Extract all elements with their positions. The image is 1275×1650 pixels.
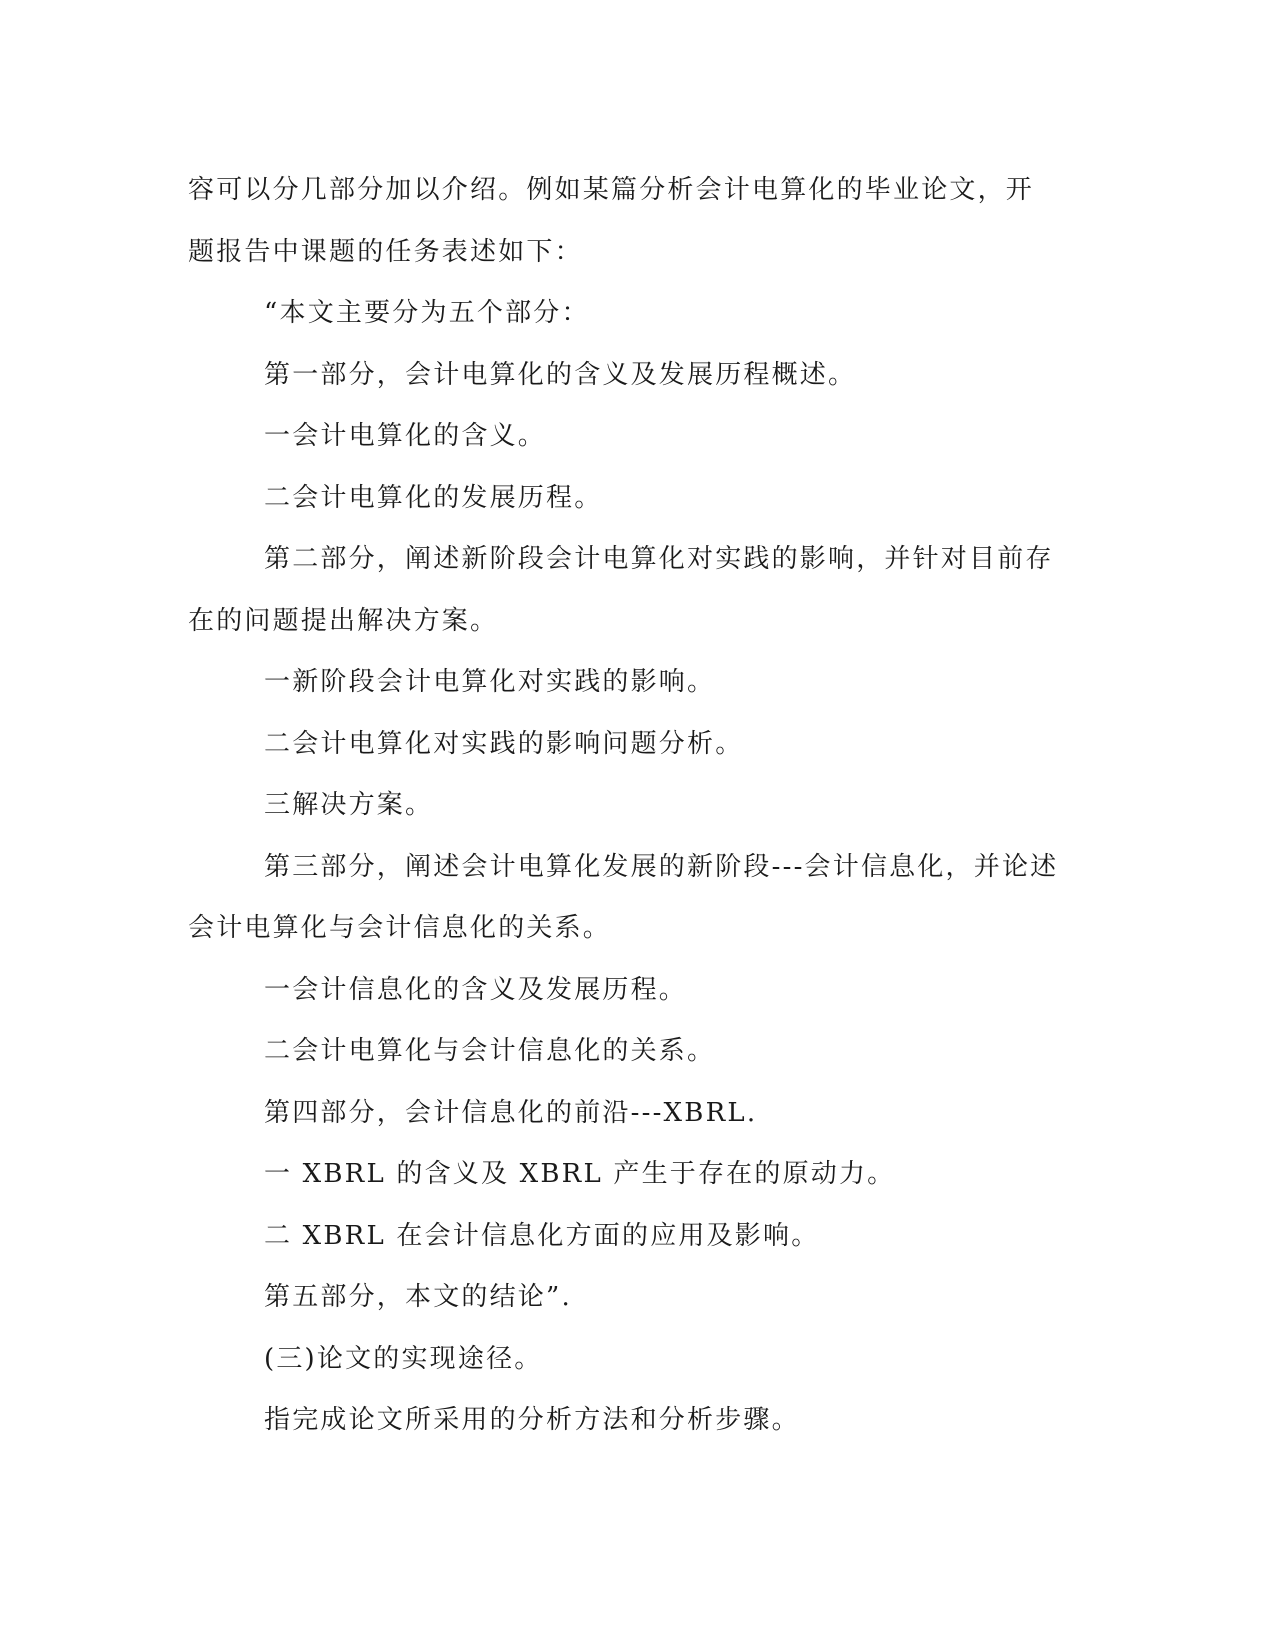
text-line: 二会计电算化对实践的影响问题分析。 — [264, 728, 744, 759]
text-line: 题报告中课题的任务表述如下： — [188, 236, 583, 267]
text-line: 二会计电算化的发展历程。 — [264, 482, 603, 513]
text-line: 第三部分，阐述会计电算化发展的新阶段---会计信息化，并论述 — [264, 851, 1059, 882]
text-line: 第四部分，会计信息化的前沿---XBRL. — [264, 1097, 758, 1128]
text-line: 第五部分，本文的结论”. — [264, 1282, 572, 1312]
text-line: 一会计信息化的含义及发展历程。 — [264, 974, 688, 1005]
text-line: 第二部分，阐述新阶段会计电算化对实践的影响，并针对目前存 — [264, 544, 1054, 574]
text-line: 第一部分，会计电算化的含义及发展历程概述。 — [264, 359, 857, 390]
text-line: 一新阶段会计电算化对实践的影响。 — [264, 667, 716, 697]
text-line: 一会计电算化的含义。 — [264, 421, 547, 451]
text-line: (三)论文的实现途径。 — [264, 1343, 543, 1374]
text-line: 会计电算化与会计信息化的关系。 — [188, 913, 612, 943]
text-line: 指完成论文所采用的分析方法和分析步骤。 — [264, 1405, 800, 1435]
text-line: “本文主要分为五个部分： — [264, 298, 590, 328]
text-line: 在的问题提出解决方案。 — [188, 605, 499, 636]
text-line: 二 XBRL 在会计信息化方面的应用及影响。 — [264, 1220, 820, 1251]
document-body — [188, 160, 1078, 1452]
text-line: 二会计电算化与会计信息化的关系。 — [264, 1036, 716, 1066]
text-line: 一 XBRL 的含义及 XBRL 产生于存在的原动力。 — [264, 1159, 896, 1189]
text-line: 容可以分几部分加以介绍。例如某篇分析会计电算化的毕业论文，开 — [188, 175, 1035, 205]
text-line: 三解决方案。 — [264, 790, 434, 820]
